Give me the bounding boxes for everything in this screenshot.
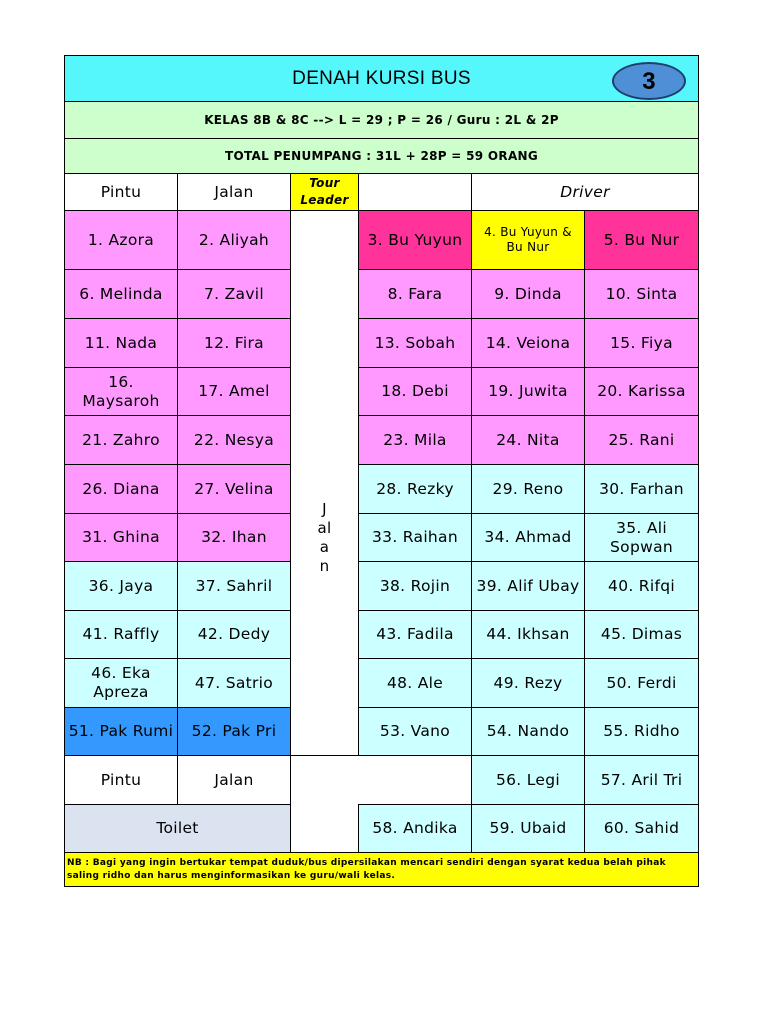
seat: 9. Dinda — [472, 270, 585, 319]
seat: 48. Ale — [359, 659, 472, 708]
seat: 29. Reno — [472, 465, 585, 514]
seat: 53. Vano — [359, 708, 472, 756]
note: NB : Bagi yang ingin bertukar tempat duduk/bus dipersilakan mencari sendiri dengan syarat kedua belah pihak saling ridho dan harus menginformasikan ke guru/wali kelas. — [65, 853, 699, 887]
rear-door: Pintu — [65, 756, 178, 805]
aisle-gap — [291, 211, 359, 270]
seat: 11. Nada — [65, 319, 178, 368]
seat: 57. Aril Tri — [585, 756, 699, 805]
chart-title: DENAH KURSI BUS — [292, 68, 471, 89]
seat: 18. Debi — [359, 368, 472, 416]
seat: 49. Rezy — [472, 659, 585, 708]
seat: 52. Pak Pri — [178, 708, 291, 756]
seat: 33. Raihan — [359, 514, 472, 562]
seat: 40. Rifqi — [585, 562, 699, 611]
aisle-gap — [291, 368, 359, 416]
seat: 23. Mila — [359, 416, 472, 465]
aisle-gap — [291, 805, 359, 853]
seat: 3. Bu Yuyun — [359, 211, 472, 270]
seat: 22. Nesya — [178, 416, 291, 465]
seat: 8. Fara — [359, 270, 472, 319]
seat: 35. Ali Sopwan — [585, 514, 699, 562]
aisle-gap — [291, 319, 359, 368]
seat: 39. Alif Ubay — [472, 562, 585, 611]
tour-leader-seat: Tour Leader — [291, 174, 359, 211]
bus-number-badge — [612, 62, 686, 100]
bus-number: 3 — [642, 67, 656, 95]
seat: 44. Ikhsan — [472, 611, 585, 659]
seat: 15. Fiya — [585, 319, 699, 368]
seat: 2. Aliyah — [178, 211, 291, 270]
seat: 54. Nando — [472, 708, 585, 756]
aisle-label-text: Jalan — [317, 499, 332, 575]
seat: 19. Juwita — [472, 368, 585, 416]
seat: 38. Rojin — [359, 562, 472, 611]
class-info: KELAS 8B & 8C --> L = 29 ; P = 26 / Guru : 2L & 2P — [65, 102, 699, 139]
front-door: Pintu — [65, 174, 178, 211]
seat: 45. Dimas — [585, 611, 699, 659]
seat: 37. Sahril — [178, 562, 291, 611]
seat: 36. Jaya — [65, 562, 178, 611]
seat: 41. Raffly — [65, 611, 178, 659]
bus-seating-chart — [64, 55, 699, 887]
toilet: Toilet — [65, 805, 291, 853]
seat: 7. Zavil — [178, 270, 291, 319]
aisle-label — [291, 465, 359, 611]
seat: 17. Amel — [178, 368, 291, 416]
seat: 13. Sobah — [359, 319, 472, 368]
seat: 16. Maysaroh — [65, 368, 178, 416]
seat: 14. Veiona — [472, 319, 585, 368]
seat: 10. Sinta — [585, 270, 699, 319]
seat: 58. Andika — [359, 805, 472, 853]
aisle-gap — [291, 708, 359, 756]
seat: 27. Velina — [178, 465, 291, 514]
total-passengers: TOTAL PENUMPANG : 31L + 28P = 59 ORANG — [65, 139, 699, 174]
seat: 51. Pak Rumi — [65, 708, 178, 756]
seat: 26. Diana — [65, 465, 178, 514]
seat: 34. Ahmad — [472, 514, 585, 562]
seat: 32. Ihan — [178, 514, 291, 562]
seat: 20. Karissa — [585, 368, 699, 416]
seat: 59. Ubaid — [472, 805, 585, 853]
seat: 43. Fadila — [359, 611, 472, 659]
aisle-gap — [291, 270, 359, 319]
seat: 55. Ridho — [585, 708, 699, 756]
aisle-gap — [291, 416, 359, 465]
seat: 30. Farhan — [585, 465, 699, 514]
seat: 56. Legi — [472, 756, 585, 805]
seat: 5. Bu Nur — [585, 211, 699, 270]
seat: 4. Bu Yuyun & Bu Nur — [472, 211, 585, 270]
seat: 42. Dedy — [178, 611, 291, 659]
rear-empty — [291, 756, 472, 805]
seat: 47. Satrio — [178, 659, 291, 708]
seat: 28. Rezky — [359, 465, 472, 514]
front-empty — [359, 174, 472, 211]
seat: 6. Melinda — [65, 270, 178, 319]
seat: 46. Eka Apreza — [65, 659, 178, 708]
seat: 21. Zahro — [65, 416, 178, 465]
aisle-gap — [291, 659, 359, 708]
aisle-gap — [291, 611, 359, 659]
front-aisle: Jalan — [178, 174, 291, 211]
rear-aisle: Jalan — [178, 756, 291, 805]
seat: 12. Fira — [178, 319, 291, 368]
seat: 25. Rani — [585, 416, 699, 465]
seat: 31. Ghina — [65, 514, 178, 562]
seat: 24. Nita — [472, 416, 585, 465]
seat: 50. Ferdi — [585, 659, 699, 708]
driver-seat: Driver — [472, 174, 699, 211]
seat: 60. Sahid — [585, 805, 699, 853]
chart-title-cell — [65, 56, 699, 102]
seat: 1. Azora — [65, 211, 178, 270]
